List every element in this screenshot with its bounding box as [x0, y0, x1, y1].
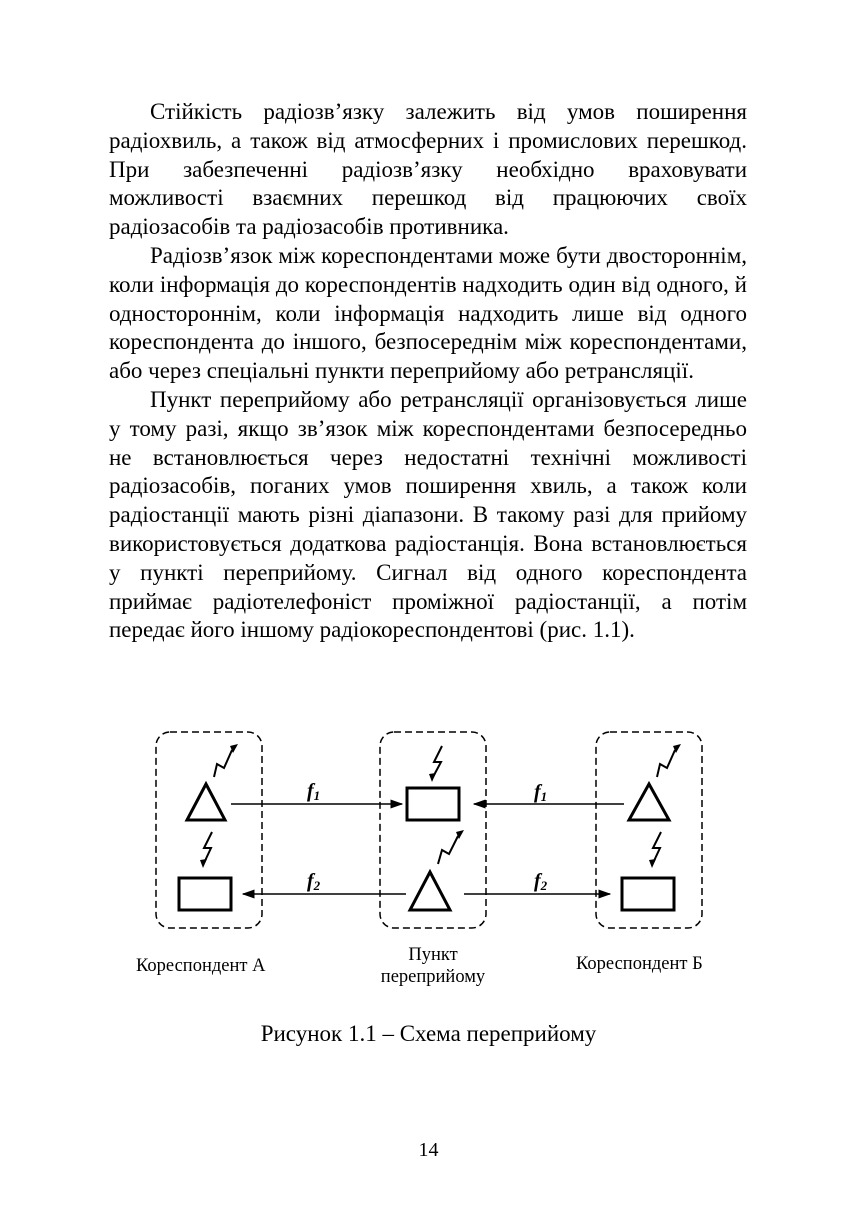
- label-relay-line2: переприйому: [380, 967, 486, 987]
- transmitter-a-icon: [187, 744, 238, 820]
- freq-label-f2-left: $f_2$: [307, 870, 321, 893]
- body-text: [109, 98, 747, 645]
- relay-transmitter-icon: [410, 830, 464, 910]
- correspondent-a-group: [156, 732, 262, 928]
- receiver-b-icon: [622, 832, 674, 910]
- paragraph-3: Пункт переприйому або ретрансляції організовується лише у тому разі, якщо зв’язок між кореспондентами безпосередньо не встановлюється через недостатні технічні можливості радіозасобів, поганих умов поширення хвиль, а також коли радіостанції мають різні діапазони. В такому разі для прийому використовується додаткова радіостанція. Вона встановлюється у пункті переприйому. Сигнал від одного кореспондента приймає радіотелефоніст проміжної радіостанції, а потім передає його іншому радіокореспондентові (рис. 1.1).: [109, 386, 747, 643]
- label-relay-line1: Пункт: [408, 945, 458, 965]
- relay-scheme-figure: [100, 722, 760, 1002]
- paragraph-2: Радіозв’язок між кореспондентами може бути двостороннім, коли інформація до кореспондентів надходить один від одного, й одностороннім, коли інформація надходить лише від одного кореспондента до іншого, безпосереднім між кореспондентами, або через спеціальні пункти переприйому або ретрансляції.: [109, 242, 747, 384]
- transmitter-b-icon: [629, 744, 681, 820]
- correspondent-b-group: [596, 732, 702, 928]
- paragraph-1: Стійкість радіозв’язку залежить від умов поширення радіохвиль, а також від атмосферних і промислових перешкод. При забезпеченні радіозв’язку необхідно враховувати можливості взаємних перешкод від працюючих своїх радіозасобів та радіозасобів противника.: [109, 99, 747, 240]
- freq-label-f2-right: $f_2$: [534, 870, 548, 893]
- freq-label-f1-right: $f_1$: [534, 781, 548, 804]
- page-number: 14: [418, 1139, 439, 1161]
- relay-receiver-icon: [407, 746, 459, 820]
- label-correspondent-a: Кореспондент А: [136, 956, 266, 976]
- receiver-a-icon: [179, 832, 231, 910]
- freq-label-f1-left: $f_1$: [307, 780, 321, 803]
- label-relay-point: [368, 944, 498, 988]
- label-correspondent-b: Кореспондент Б: [576, 954, 703, 974]
- relay-point-group: [380, 732, 486, 928]
- figure-caption: Рисунок 1.1 – Схема переприйому: [260, 1021, 597, 1046]
